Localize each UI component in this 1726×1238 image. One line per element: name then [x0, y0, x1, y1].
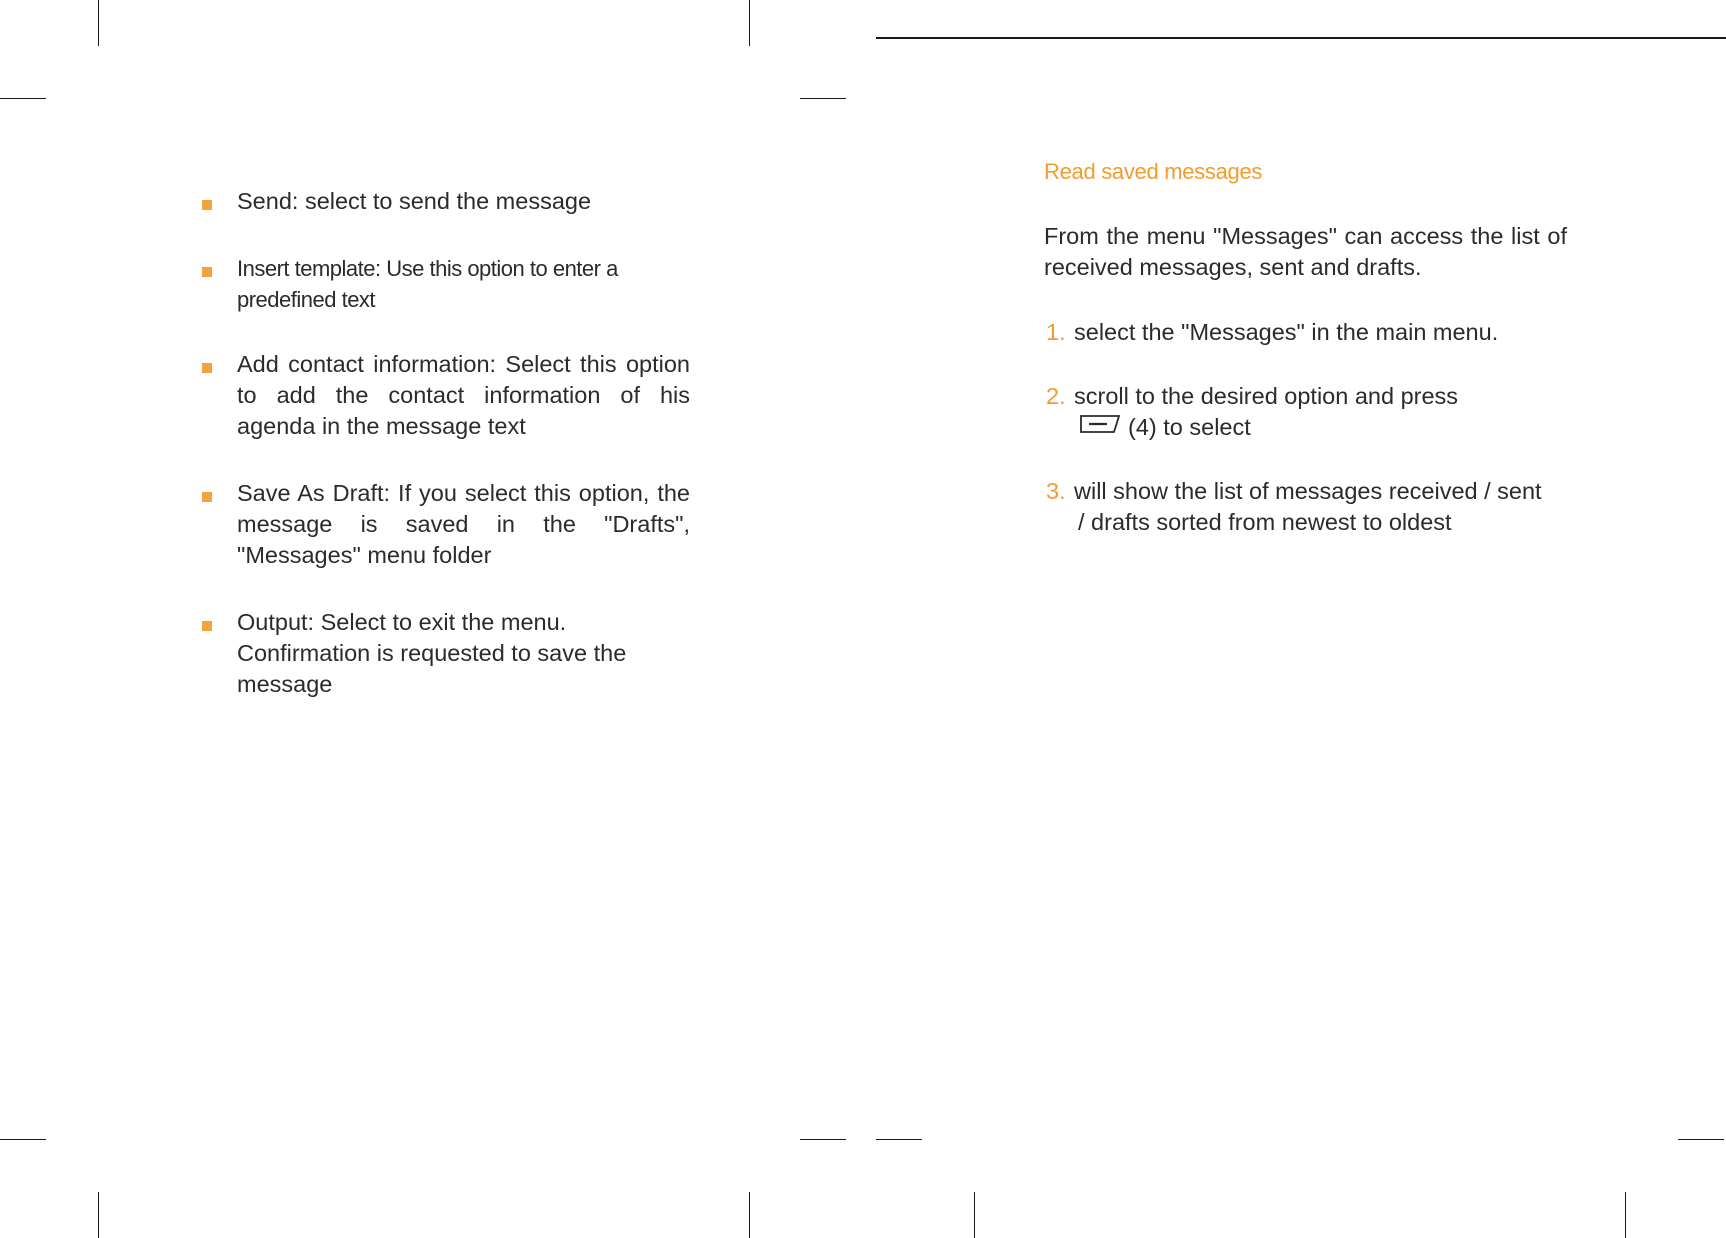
- option-list: [200, 186, 690, 736]
- crop-mark: [1625, 1192, 1626, 1238]
- bullet-text-line: Confirmation is requested to save the: [237, 640, 627, 666]
- step-item: [1044, 381, 1567, 443]
- bullet-text: Add contact information: Select this option to add the contact information of his agenda in the message text: [237, 351, 690, 439]
- section-heading: Read saved messages: [1044, 159, 1263, 184]
- bullet-square-icon: [202, 267, 212, 277]
- crop-mark: [800, 98, 846, 99]
- header-rule: [876, 37, 1726, 39]
- right-page-content: [1044, 157, 1567, 571]
- bullet-square-icon: [202, 200, 212, 210]
- crop-mark: [974, 1192, 975, 1238]
- step-text: will show the list of messages received / sent: [1074, 478, 1542, 504]
- bullet-text-line: Output: Select to exit the menu.: [237, 609, 567, 635]
- list-item: [200, 186, 690, 217]
- bullet-square-icon: [202, 621, 212, 631]
- bullet-text: Save As Draft: If you select this option, the message is saved in the "Drafts", "Messages" menu folder: [237, 480, 690, 568]
- list-item: [200, 349, 690, 442]
- crop-mark: [749, 1192, 750, 1238]
- step-text: select the "Messages" in the main menu.: [1074, 319, 1499, 345]
- step-continuation-text: / drafts sorted from newest to oldest: [1078, 509, 1452, 535]
- step-text: scroll to the desired option and press: [1074, 383, 1459, 409]
- crop-mark: [0, 98, 46, 99]
- crop-mark: [800, 1139, 846, 1140]
- step-number: 3.: [1046, 478, 1066, 504]
- crop-mark: [98, 0, 99, 46]
- crop-mark: [98, 1192, 99, 1238]
- step-number: 1.: [1046, 319, 1066, 345]
- bullet-text: Insert template: Use this option to enter a predefined text: [237, 256, 618, 312]
- bullet-square-icon: [202, 363, 212, 373]
- list-item: [200, 478, 690, 571]
- list-item: [200, 607, 690, 700]
- step-item: [1044, 317, 1567, 348]
- bullet-text-line: message: [237, 671, 333, 697]
- crop-mark: [749, 0, 750, 46]
- steps-list: [1044, 317, 1567, 538]
- crop-mark: [1678, 1139, 1724, 1140]
- bullet-text: Send: select to send the message: [237, 188, 592, 214]
- bullet-square-icon: [202, 492, 212, 502]
- crop-mark: [0, 1139, 46, 1140]
- crop-mark: [876, 1139, 922, 1140]
- list-item: [200, 253, 690, 315]
- step-number: 2.: [1046, 383, 1066, 409]
- intro-paragraph: From the menu "Messages" can access the list of received messages, sent and drafts.: [1044, 223, 1567, 280]
- softkey-icon: [1080, 411, 1120, 442]
- step-item: [1044, 476, 1567, 538]
- step-continuation: [1074, 412, 1567, 443]
- step-continuation-text: (4) to select: [1128, 414, 1251, 440]
